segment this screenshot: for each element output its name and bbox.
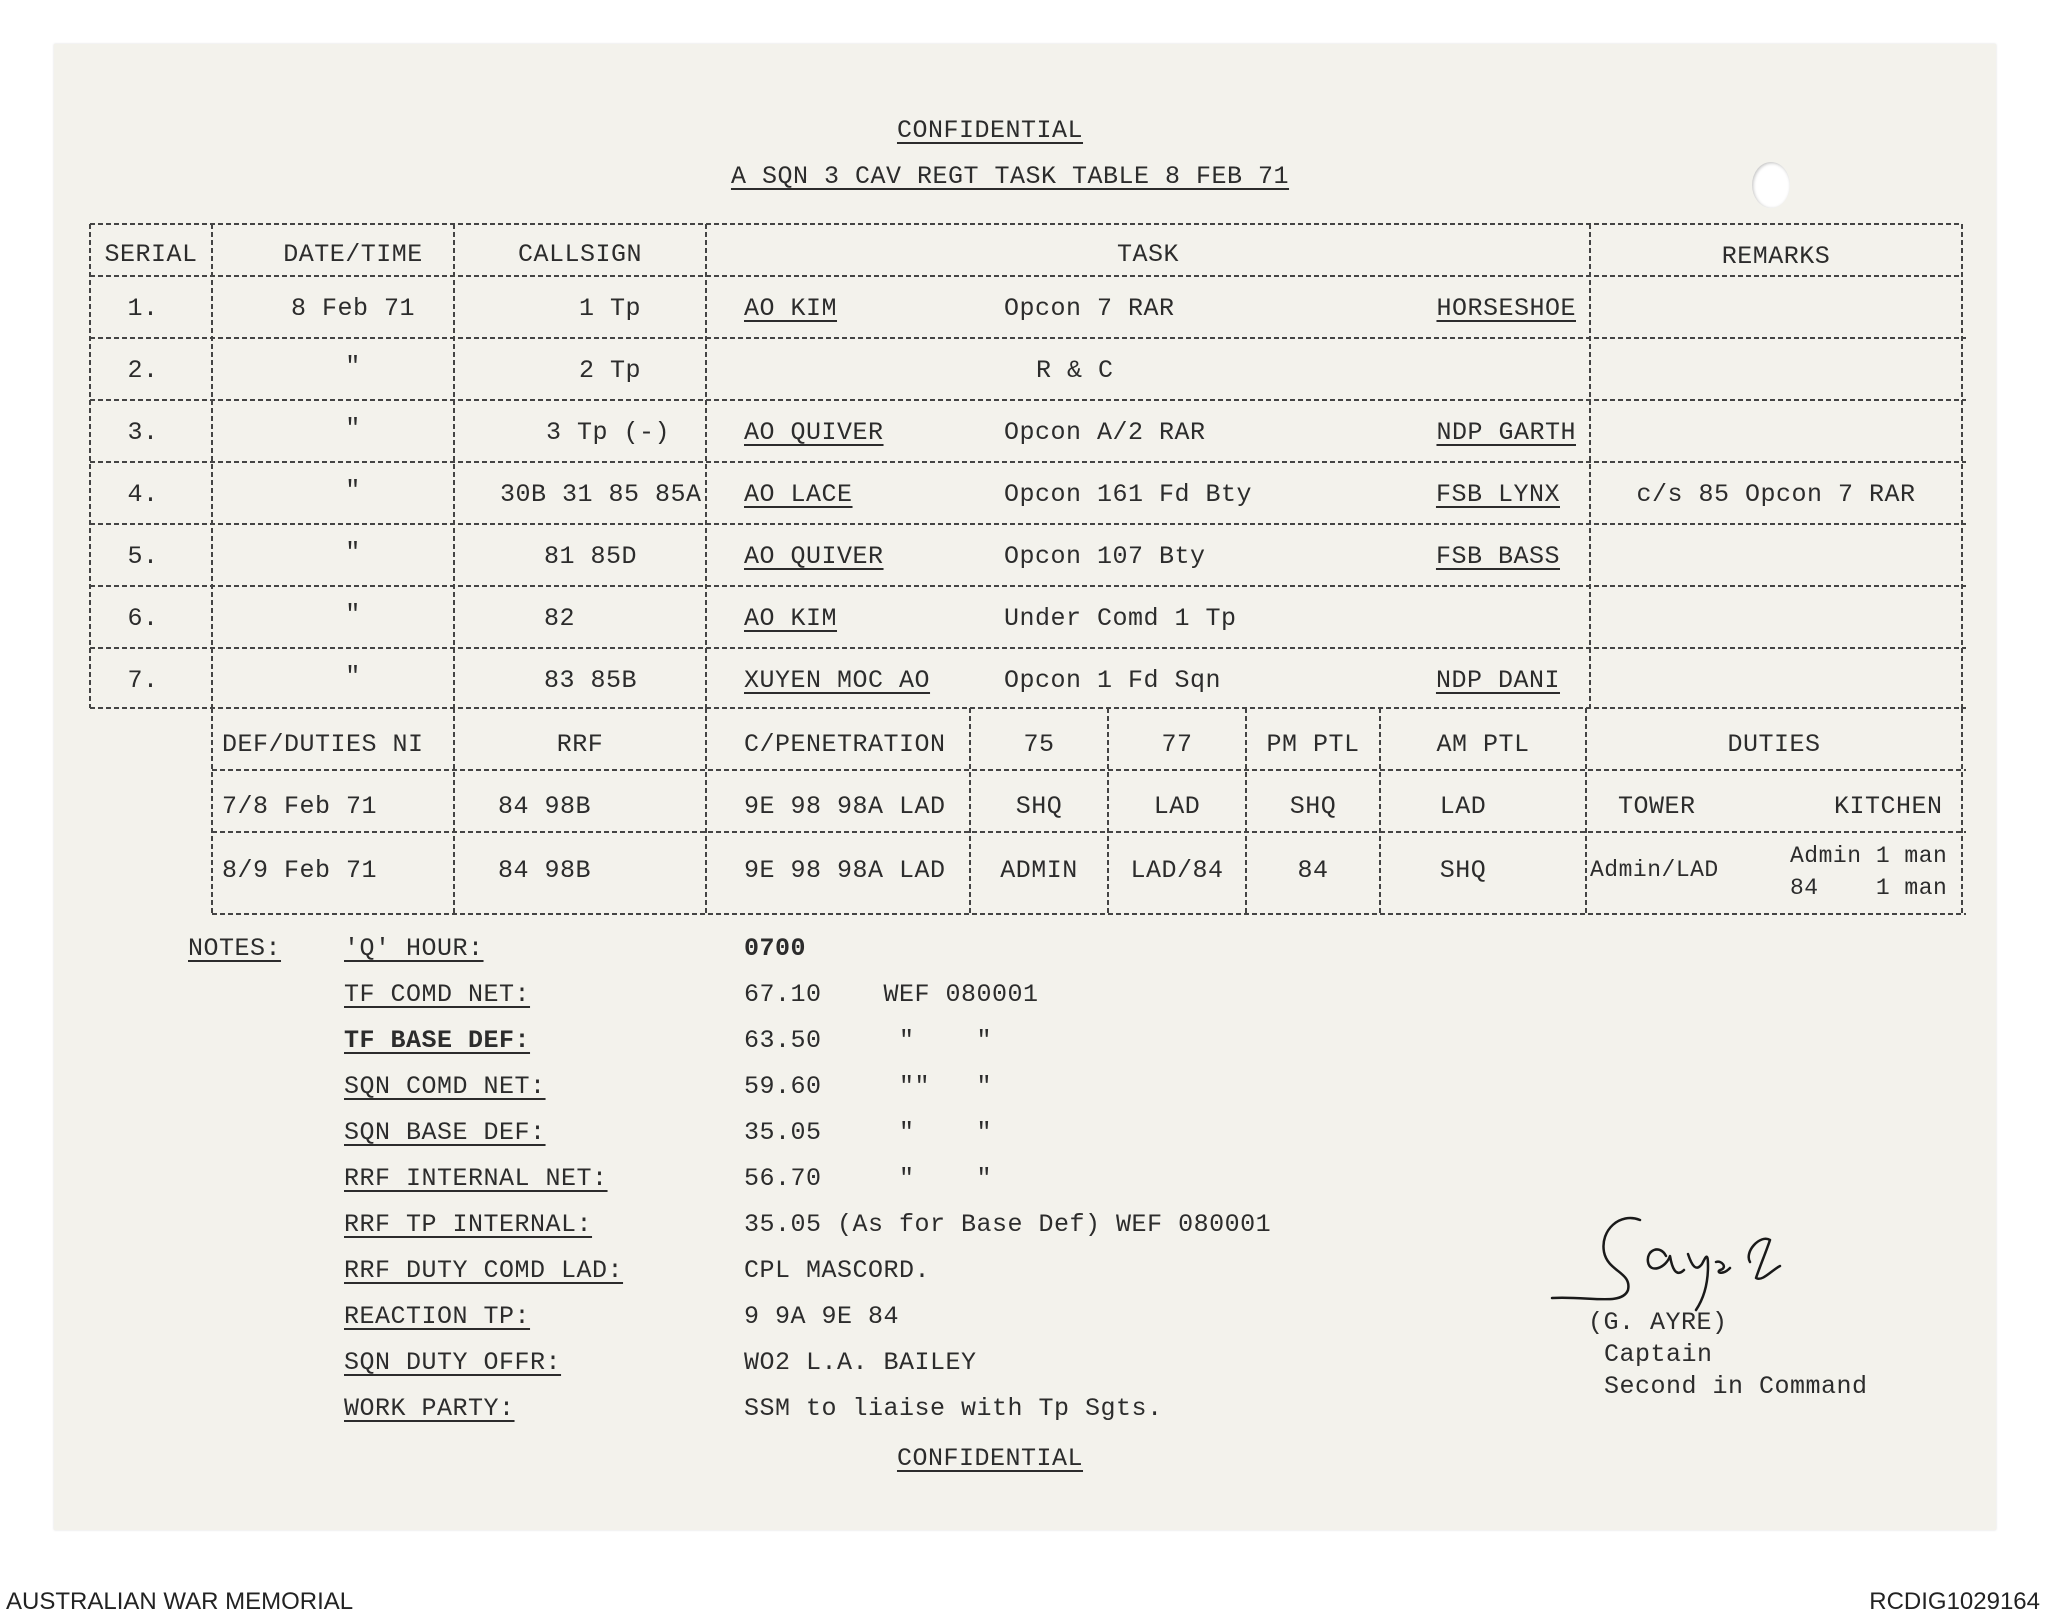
column-header-date-time: DATE/TIME [283, 240, 423, 269]
serial-cell: 7. [127, 666, 159, 695]
note-value: WO2 L.A. BAILEY [744, 1348, 977, 1377]
column-header-def-duties: DEF/DUTIES NI [222, 730, 424, 759]
callsign-cell: 81 85D [544, 542, 638, 571]
document-title: A SQN 3 CAV REGT TASK TABLE 8 FEB 71 [730, 162, 1290, 191]
duty-date-cell: 8/9 Feb 71 [222, 856, 378, 885]
signatory-name: (G. AYRE) [1588, 1308, 1728, 1337]
note-value: 67.10 WEF 080001 [744, 980, 1039, 1009]
date-cell: " [345, 414, 361, 443]
date-cell: " [345, 538, 361, 567]
serial-cell: 6. [127, 604, 159, 633]
task-cell: Opcon 161 Fd Bty [1004, 480, 1253, 509]
serial-cell: 4. [127, 480, 159, 509]
am-ptl-cell: LAD [1439, 792, 1487, 821]
note-label: TF COMD NET: [344, 980, 531, 1009]
note-value: SSM to liaise with Tp Sgts. [744, 1394, 1163, 1423]
duty-date-cell: 7/8 Feb 71 [222, 792, 378, 821]
col-75-cell: SHQ [1015, 792, 1063, 821]
duties-tower-label: TOWER [1618, 792, 1696, 821]
rrf-cell: 84 98B [498, 792, 592, 821]
column-header-callsign: CALLSIGN [517, 240, 643, 269]
area-of-operations-cell: AO KIM [744, 604, 838, 633]
column-header-duties: DUTIES [1727, 730, 1821, 759]
penetration-cell: 9E 98 98A LAD [744, 856, 946, 885]
note-label: WORK PARTY: [344, 1394, 515, 1423]
task-cell: R & C [1036, 356, 1114, 385]
location-cell: HORSESHOE [1436, 294, 1576, 323]
note-value: 35.05 (As for Base Def) WEF 080001 [744, 1210, 1272, 1239]
column-header-rrf: RRF [556, 730, 604, 759]
note-value: CPL MASCORD. [744, 1256, 931, 1285]
task-cell: Opcon 107 Bty [1004, 542, 1206, 571]
callsign-cell: 82 [544, 604, 576, 633]
area-of-operations-cell: AO LACE [744, 480, 853, 509]
callsign-cell: 2 Tp [578, 356, 641, 385]
classification-footer: CONFIDENTIAL [896, 1444, 1084, 1473]
location-cell: FSB BASS [1435, 542, 1560, 571]
am-ptl-cell: SHQ [1439, 856, 1487, 885]
note-label: RRF INTERNAL NET: [344, 1164, 608, 1193]
callsign-cell: 1 Tp [578, 294, 641, 323]
date-cell: " [345, 662, 361, 691]
pm-ptl-cell: SHQ [1289, 792, 1337, 821]
pm-ptl-cell: 84 [1297, 856, 1329, 885]
callsign-cell: 30B 31 85 85A [500, 480, 702, 509]
signatory-rank: Captain [1604, 1340, 1713, 1369]
note-value: 35.05 " " [744, 1118, 993, 1147]
note-value: 56.70 " " [744, 1164, 993, 1193]
kitchen-duty-line-2: 84 1 man [1790, 875, 1948, 901]
note-value: 0700 [744, 934, 807, 963]
duties-kitchen-label: KITCHEN [1834, 792, 1943, 821]
col-77-cell: LAD [1153, 792, 1201, 821]
penetration-cell: 9E 98 98A LAD [744, 792, 946, 821]
note-label: TF BASE DEF: [344, 1026, 531, 1055]
kitchen-duty-line-1: Admin 1 man [1790, 843, 1948, 869]
task-cell: Opcon A/2 RAR [1004, 418, 1206, 447]
location-cell: NDP DANI [1435, 666, 1560, 695]
serial-cell: 1. [127, 294, 159, 323]
date-cell: " [345, 600, 361, 629]
serial-cell: 5. [127, 542, 159, 571]
note-value: 63.50 " " [744, 1026, 993, 1055]
signatory-role: Second in Command [1604, 1372, 1868, 1401]
col-77-cell: LAD/84 [1130, 856, 1224, 885]
note-label: RRF DUTY COMD LAD: [344, 1256, 624, 1285]
column-header-75: 75 [1023, 730, 1055, 759]
note-label: SQN DUTY OFFR: [344, 1348, 562, 1377]
area-of-operations-cell: AO QUIVER [744, 418, 884, 447]
note-label: SQN COMD NET: [344, 1072, 546, 1101]
archive-source: AUSTRALIAN WAR MEMORIAL [6, 1588, 354, 1615]
column-header-serial: SERIAL [104, 240, 198, 269]
serial-cell: 2. [127, 356, 159, 385]
task-cell: Opcon 1 Fd Sqn [1004, 666, 1222, 695]
location-cell: FSB LYNX [1435, 480, 1560, 509]
date-cell: 8 Feb 71 [290, 294, 416, 323]
note-label: SQN BASE DEF: [344, 1118, 546, 1147]
task-cell: Under Comd 1 Tp [1004, 604, 1237, 633]
location-cell: NDP GARTH [1436, 418, 1576, 447]
classification-header: CONFIDENTIAL [896, 116, 1084, 145]
area-of-operations-cell: XUYEN MOC AO [744, 666, 931, 695]
date-cell: " [345, 352, 361, 381]
column-header-am-ptl: AM PTL [1436, 730, 1530, 759]
column-header-task: TASK [1116, 240, 1179, 269]
column-header-pm-ptl: PM PTL [1266, 730, 1360, 759]
tower-duty-cell: Admin/LAD [1590, 857, 1719, 883]
date-cell: " [345, 476, 361, 505]
callsign-cell: 3 Tp (-) [546, 418, 671, 447]
archive-id: RCDIG1029164 [1869, 1588, 2040, 1615]
note-value: 9 9A 9E 84 [744, 1302, 900, 1331]
note-value: 59.60 "" " [744, 1072, 993, 1101]
column-header-remarks: REMARKS [1721, 242, 1831, 271]
serial-cell: 3. [127, 418, 159, 447]
column-header-penetration: C/PENETRATION [744, 730, 946, 759]
col-75-cell: ADMIN [1000, 856, 1078, 885]
rrf-cell: 84 98B [498, 856, 592, 885]
note-label: 'Q' HOUR: [344, 934, 484, 963]
note-label: REACTION TP: [344, 1302, 531, 1331]
note-label: RRF TP INTERNAL: [344, 1210, 593, 1239]
area-of-operations-cell: AO KIM [744, 294, 838, 323]
column-header-77: 77 [1161, 730, 1193, 759]
notes-heading: NOTES: [188, 934, 282, 963]
area-of-operations-cell: AO QUIVER [744, 542, 884, 571]
callsign-cell: 83 85B [544, 666, 638, 695]
remarks-cell: c/s 85 Opcon 7 RAR [1636, 480, 1916, 509]
task-cell: Opcon 7 RAR [1004, 294, 1175, 323]
